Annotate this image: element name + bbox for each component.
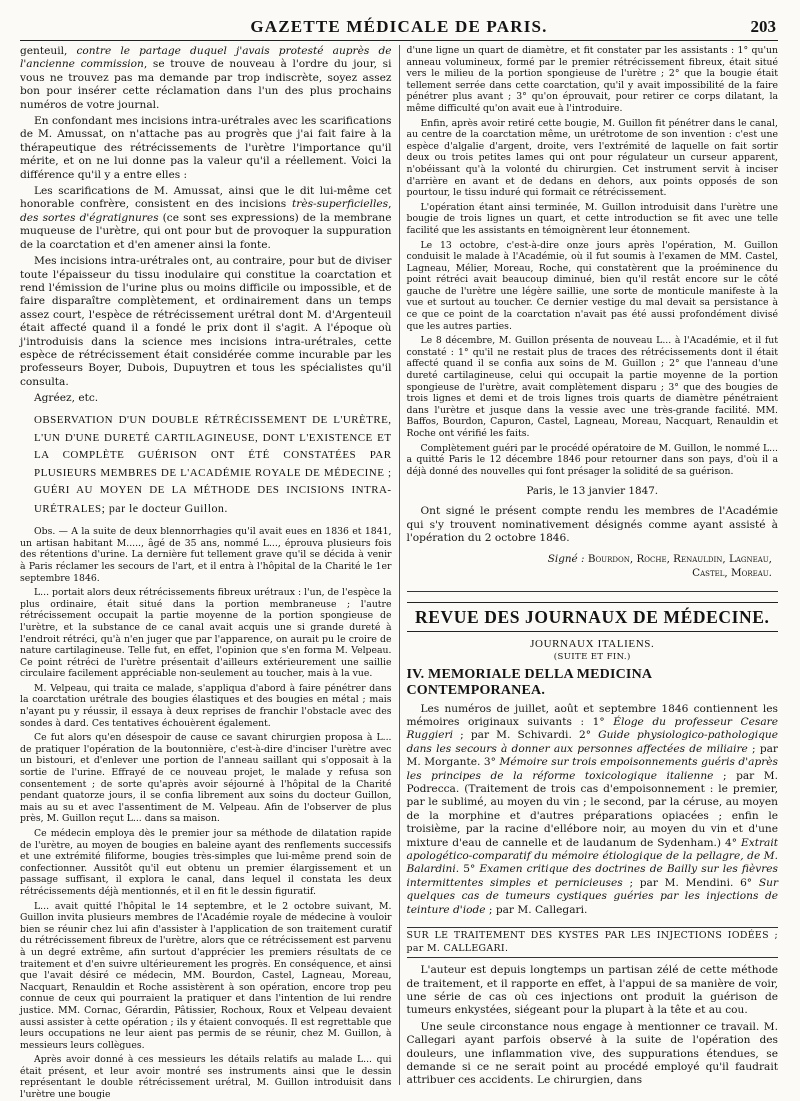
text-run: , (388, 198, 392, 211)
text-run: Les numéros de juillet, août et septembre 1846 contiennent les mémoires originaux suivants : 1° (406, 702, 778, 728)
observation-paragraph: d'une ligne un quart de diamètre, et fit constater par les assistants : 1° qu'un anneau volumineux, formé par le premier rétrécissement fibreux, était situé vers le milieu de la portion spongieuse de l'urètre ; 2° que la bougie était tellement serrée dans cette coarctation, qu'il y avait impossibilité de la faire pénétrer plus avant ; 3° qu'on éprouvait, pour retirer ce corps dilatant, la même difficulté qu'on avait eue à l'introduire. (406, 45, 778, 114)
section-divider (407, 591, 779, 592)
review-paragraph (407, 703, 779, 918)
observation-paragraph: Après avoir donné à ces messieurs les détails relatifs au malade L... qui était présent, et leur avoir montré ses instruments ainsi que le dessin représentant le double rétrécissement urétral, M. Guillon introduisit dans l'urètre une bougie (20, 1054, 392, 1101)
text-run: ; par M. Schivardi. 2° (452, 729, 599, 742)
signatories-line: Castel, Moreau. (692, 567, 772, 580)
article-heading: SUR LE TRAITEMENT DES KYSTES PAR LES INJECTIONS IODÉES ; par M. CALLEGARI. (407, 927, 779, 958)
subsection-title: JOURNAUX ITALIENS. (530, 637, 655, 650)
text-run: , se trouve de nouveau à l'ordre du jour, si vous ne trouvez pas ma demande par trop indiscrète, soyez assez bon pour insérer cette réclamation dans l'un des plus prochains numéros de votre journal. (20, 58, 392, 111)
journal-heading: IV. MEMORIALE DELLA MEDICINA CONTEMPORANEA. (406, 666, 652, 698)
observation-paragraph: Enfin, après avoir retiré cette bougie, M. Guillon fit pénétrer dans le canal, au centre de la coarctation même, un urétrotome de son invention : c'est une espèce d'algalie d'argent, droite, vers l'extrémité de laquelle on fait sortir deux ou trois petites lames qui ont pour régulateur un curseur apparent, n'obéissant qu'à la volonté du chirurgien. Cet instrument servit à inciser d'arrière en avant et de dedans en dehors, aux points opposés de son pourtour, le tissu induré qui formait ce rétrécissement. (406, 117, 778, 199)
review-paragraph: Une seule circonstance nous engage à mentionner ce travail. M. Callegari ayant parfois observé à la suite de l'opération des douleurs, une inflammation vive, des suppurations étendues, se demande si ce ne serait point au procédé employé qu'il faudrait attribuer ces accidents. Le chirurgien, dans (406, 1020, 778, 1087)
observation-author: ; par le docteur Guillon. (101, 500, 228, 515)
page-header (20, 14, 778, 41)
letter-paragraph: En confondant mes incisions intra-urétrales avec les scarifications de M. Amussat, on n'attache pas au progrès que j'ai fait faire à la thérapeutique des rétrécissements de l'urètre l'importance qu'il mérite, et on ne lui donne pas la valeur qu'il a réellement. Voici la différence qu'il y a entre elles : (20, 115, 392, 181)
italic-run: contre le partage duquel j'avais protesté auprès de l'ancienne commission (20, 45, 392, 71)
text-run: Les scarifications de M. Amussat, ainsi que le dit lui-même cet honorable confrère, consistent en des incisions (20, 185, 392, 211)
signatories-line: Bourdon, Roche, Renauldin, Lagneau, (587, 552, 772, 565)
italic-run: Guide physiologico-pathologique dans les secours à donner aux personnes affectées de miliaire (406, 729, 778, 755)
italic-run: Sur quelques cas de tumeurs cystiques guéries par les injections de teinture d'iode (406, 876, 779, 916)
two-column-body (20, 45, 779, 1101)
observation-paragraph: Obs. — A la suite de deux blennorrhagies qu'il avait eues en 1836 et 1841, un artisan habitant M....., âgé de 35 ans, nommé L..., éprouva plusieurs fois des rétentions d'urine. La dernière fut tellement grave qu'il se décida à venir à Paris réclamer les secours de l'art, et il entra à l'hôpital de la Charité le 1er septembre 1846. (20, 526, 392, 584)
closing-salutation: Agréez, etc. (34, 392, 99, 405)
letter-paragraph (20, 185, 392, 252)
italic-run: Examen critique des doctrines de Bailly sur les fièvres intermittentes simples et pernicieuses (406, 863, 778, 889)
attestation-paragraph: Ont signé le présent compte rendu les membres de l'Académie qui s'y trouvent nominativement désignés comme ayant assisté à l'opération du 2 octobre 1846. (406, 505, 778, 545)
column-divider (399, 45, 400, 1085)
section-banner (407, 602, 779, 632)
text-run: ; par M. Callegari. (485, 903, 588, 916)
observation-paragraph: L'opération étant ainsi terminée, M. Guillon introduisit dans l'urètre une bougie de trois lignes un quart, et cette introduction se fit avec une telle facilité que les assistants en témoignèrent leur étonnement. (406, 201, 778, 236)
observation-title (34, 412, 392, 518)
letter-paragraph (20, 45, 392, 112)
text-run: genteuil, (20, 45, 77, 57)
continuation-note: (SUITE ET FIN.) (553, 651, 631, 662)
observation-paragraph: Ce fut alors qu'en désespoir de cause ce savant chirurgien proposa à L... de pratiquer l'opération de la boutonnière, c'est-à-dire d'inciser l'urètre avec un bistouri, et d'enlever une portion de l'anneau saillant qui s'opposait à la sortie de l'urine. Effrayé de ce nouveau projet, le malade y refusa son consentement ; de sorte qu'après avoir séjourné à l'hôpital de la Charité pendant quatorze jours, il se confia librement aux soins du docteur Guillon, mais au su et avec l'assentiment de M. Velpeau. Afin de l'observer de plus près, M. Guillon reçut L... dans sa maison. (20, 732, 392, 825)
observation-title-caps: OBSERVATION D'UN DOUBLE RÉTRÉCISSEMENT DE L'URÈTRE, L'UN D'UNE DURETÉ CARTILAGINEUSE, DONT L'EXISTENCE ET LA COMPLÈTE GUÉRISON ONT ÉTÉ CONSTATÉES PAR PLUSIEURS MEMBRES DE L'ACADÉMIE ROYALE DE MÉDECINE ; GUÉRI AU MOYEN DE LA MÉTHODE DES INCISIONS INTRA-URÉTRALES (34, 414, 392, 515)
italic-run: Mémoire sur trois empoisonnements guéris d'après les principes de la réforme toxicologique italienne (406, 756, 778, 782)
italic-run: Éloge du professeur Cesare Ruggieri (406, 716, 778, 742)
letter-paragraph: Mes incisions intra-urétrales ont, au contraire, pour but de diviser toute l'épaisseur du tissu inodulaire qui constitue la coarctation et rend l'émission de l'urine plus ou moins difficile ou impossible, et de faire disparaître complètement, et ordinairement dans un temps assez court, l'espèce de rétrécissement urétral dont M. d'Argenteuil était affecté quand il a fondé le prix dont il s'agit. A l'époque où j'introduisis dans la science mes incisions intra-urétrales, cette espèce de rétrécissement était considérée comme incurable par les professeurs Boyer, Dubois, Dupuytren et tous les spécialistes qu'il consulta. (20, 255, 392, 388)
observation-paragraph: M. Velpeau, qui traita ce malade, s'appliqua d'abord à faire pénétrer dans la coarctation urétrale des bougies élastiques et des bougies en métal ; mais n'ayant pu y réussir, il essaya à deux reprises de franchir l'obstacle avec des sondes à dard. Ces tentatives échouèrent également. (20, 682, 392, 729)
dateline: Paris, le 13 janvier 1847. (526, 485, 659, 498)
text-run: ; par M. Podrecca. (Traitement de trois cas d'empoisonnement : le premier, par le sublimé, au moyen du vin ; le second, par la céruse, au moyen de la morphine et d'autres préparations opiacées ; enfin le troisième, par la racine d'ellébore noir, au moyen du vin et d'une mixture d'eau de cannelle et de laudanum de Sydenham.) 4° (406, 769, 778, 849)
observation-paragraph: Le 13 octobre, c'est-à-dire onze jours après l'opération, M. Guillon conduisit le malade à l'Académie, où il fut soumis à l'examen de MM. Castel, Lagneau, Mélier, Moreau, Roche, qui constatèrent que la proéminence du point rétréci avait beaucoup diminué, bien qu'il restât encore sur le côté gauche de l'urètre une légère saillie, une sorte de monticule manifeste à la vue et surtout au toucher. Ce dernier vestige du mal devait sa persistance à ce que ce point de la coarctation n'avait pas été aussi profondément divisé que les autres parties. (406, 239, 778, 332)
italic-run: très-superficielles (292, 198, 389, 211)
left-column (20, 45, 398, 1101)
publication-title: GAZETTE MÉDICALE DE PARIS. (250, 17, 548, 36)
review-paragraph: L'auteur est depuis longtemps un partisan zélé de cette méthode de traitement, et il rapporte en effet, à l'appui de sa manière de voir, une série de cas où ces injections ont produit la guérison de tumeurs enkystées, siégeant pour la plupart à la tête et au cou. (406, 964, 778, 1017)
observation-paragraph: Complètement guéri par le procédé opératoire de M. Guillon, le nommé L... a quitté Paris le 12 décembre 1846 pour retourner dans son pays, d'où il a déjà donné des nouvelles qui font présager la solidité de sa guérison. (406, 442, 778, 477)
signature-block (407, 552, 773, 581)
signature-label: Signé : (547, 552, 585, 565)
italic-run: Extrait apologético-comparatif du mémoire étiologique de la pellagre, de M. Balardini (406, 836, 778, 876)
italic-run: des sortes d'égratignures (20, 211, 159, 224)
page-number: 203 (750, 17, 776, 36)
text-run: . 5° (455, 863, 480, 876)
text-run: ; par M. Mendini. 6° (622, 876, 759, 889)
observation-paragraph: Le 8 décembre, M. Guillon présenta de nouveau L... à l'Académie, et il fut constaté : 1° qu'il ne restait plus de traces des rétrécissements dont il était affecté quand il se confia aux soins de M. Guillon ; 2° que l'anneau d'une dureté cartilagineuse, celui qui occupait la partie moyenne de la portion spongieuse de l'urètre, avait complètement disparu ; 3° que des bougies de trois lignes et demi et de trois lignes trois quarts de diamètre pénétraient dans l'urètre et jusque dans la vessie avec une très-grande facilité. MM. Baffos, Bourdon, Capuron, Castel, Lagneau, Moreau, Nacquart, Renauldin et Roche ont vérifié les faits. (406, 335, 778, 439)
text-run: ; par M. Morgante. 3° (406, 742, 778, 769)
observation-paragraph: L... portait alors deux rétrécissements fibreux urétraux : l'un, de l'espèce la plus ordinaire, était situé dans la portion membraneuse ; l'autre rétrécissement occupait la partie moyenne de la portion spongieuse de l'urètre, et la substance de ce canal avait acquis une si grande dureté à l'endroit rétréci, qu'à n'en juger que par l'apparence, on aurait pu le croire de nature cartilagineuse. Telle fut, en effet, l'opinion que s'en forma M. Velpeau. Ce point rétréci de l'urètre présentait d'ailleurs extérieurement une saillie circulaire facilement appréciable non-seulement au toucher, mais à la vue. (20, 587, 392, 680)
section-title: REVUE DES JOURNAUX DE MÉDECINE. (414, 606, 770, 627)
observation-paragraph: Ce médecin employa dès le premier jour sa méthode de dilatation rapide de l'urètre, au moyen de bougies en baleine ayant des renflements successifs et une extrémité filiforme, bougies très-simples que lui-même prend soin de confectionner. Aussitôt qu'il eut obtenu un premier élargissement et un passage suffisant, il explora le canal, dans lequel il constata les deux rétrécissements déjà mentionnés, et il en fit le dessin figuratif. (20, 828, 392, 897)
text-run: (ce sont ses expressions) de la membrane muqueuse de l'urètre, qui ont pour but de provoquer la suppuration de la coarctation et d'en amener ainsi la fonte. (20, 211, 392, 251)
right-column (401, 45, 779, 1085)
observation-paragraph: L... avait quitté l'hôpital le 14 septembre, et le 2 octobre suivant, M. Guillon invita plusieurs membres de l'Académie royale de médecine à vouloir bien se réunir chez lui afin d'assister à l'application de son traitement curatif du rétrécissement fibreux de l'urètre, alors que ce rétrécissement est parvenu à un degré extrême, afin surtout d'apprécier les premiers résultats de ce traitement et d'en suivre ultérieurement les progrès. En conséquence, et ainsi que l'avait désiré ce médecin, MM. Bourdon, Castel, Lagneau, Moreau, Nacquart, Renauldin et Roche assistèrent à son opération, encore trop peu connue de ceux qui pourraient la pratiquer et dans l'intention de lui rendre justice. MM. Cornac, Gérardin, Pâtissier, Rochoux, Roux et Velpeau devaient aussi assister à cette opération ; ils y étaient convoqués. Il est regrettable que leurs occupations ne leur aient pas permis de se réunir, chez M. Guillon, à messieurs leurs collègues. (20, 900, 392, 1051)
